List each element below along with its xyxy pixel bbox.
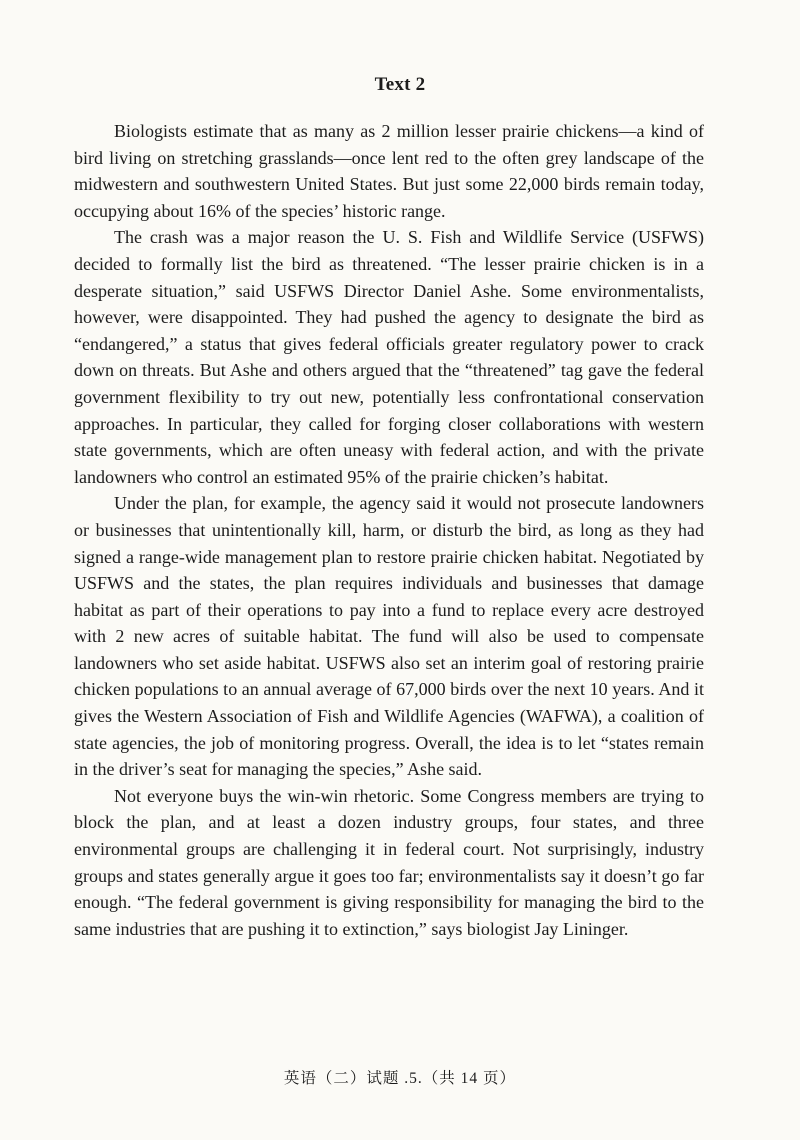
page-footer: 英语（二）试题 .5.（共 14 页） — [283, 1070, 517, 1087]
paragraph-2: The crash was a major reason the U. S. Fish and Wildlife Service (USFWS) decided to formally list the bird as threatened. “The lesser prairie chicken is in a desperate situation,” said USFWS Director Daniel Ashe. Some environmentalists, however, were disappointed. They had pushed the agency to designate the bird as “endangered,” a status that gives federal officials greater regulatory power to crack down on threats. But Ashe and others argued that the “threatened” tag gave the federal government flexibility to try out new, potentially less confrontational conservation approaches. In particular, they called for forging closer collaborations with western state governments, which are often uneasy with federal action, and with the private landowners who control an estimated 95% of the prairie chicken’s habitat. — [74, 227, 704, 487]
passage-title: Text 2 — [374, 74, 426, 95]
paragraph-3: Under the plan, for example, the agency said it would not prosecute landowners or businesses that unintentionally kill, harm, or disturb the bird, as long as they had signed a range-wide management plan to restore prairie chicken habitat. Negotiated by USFWS and the states, the plan requires individuals and businesses that damage habitat as part of their operations to pay into a fund to replace every acre destroyed with 2 new acres of suitable habitat. The fund will also be used to compensate landowners who set aside habitat. USFWS also set an interim goal of restoring prairie chicken populations to an annual average of 67,000 birds over the next 10 years. And it gives the Western Association of Fish and Wildlife Agencies (WAFWA), a coalition of state agencies, the job of monitoring progress. Overall, the idea is to let “states remain in the driver’s seat for managing the species,” Ashe said. — [74, 493, 704, 780]
paragraph-1: Biologists estimate that as many as 2 million lesser prairie chickens—a kind of bird living on stretching grasslands—once lent red to the often grey landscape of the midwestern and southwestern United States. But just some 22,000 birds remain today, occupying about 16% of the species’ historic range. — [74, 121, 704, 221]
paragraph-4: Not everyone buys the win-win rhetoric. Some Congress members are trying to block the plan, and at least a dozen industry groups, four states, and three environmental groups are challenging it in federal court. Not surprisingly, industry groups and states generally argue it goes too far; environmentalists say it doesn’t go far enough. “The federal government is giving responsibility for managing the bird to the same industries that are pushing it to extinction,” says biologist Jay Lininger. — [74, 785, 704, 939]
passage-body — [74, 118, 704, 942]
